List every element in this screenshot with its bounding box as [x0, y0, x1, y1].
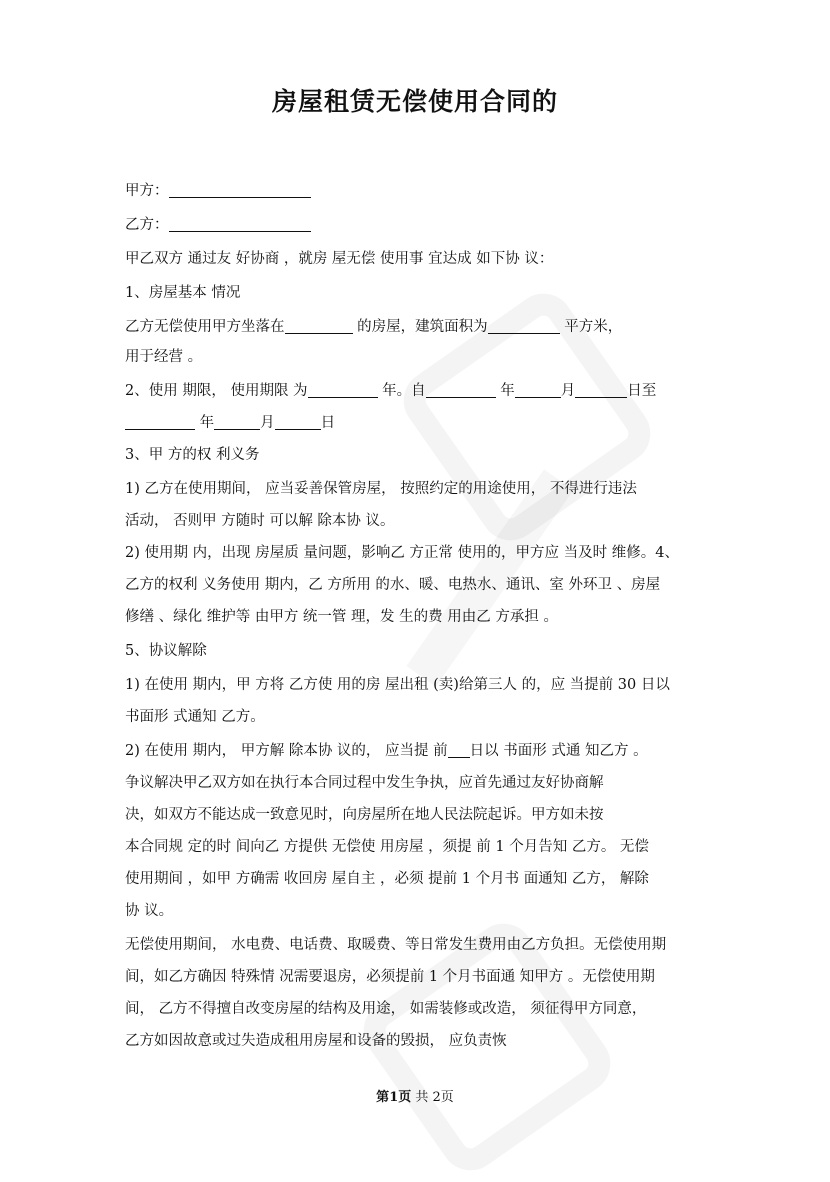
party-b-label: 乙方： — [125, 217, 169, 233]
section5-text-a: 2) 在使用 期内， 甲方解 除本协 议的， 应当提 前 — [125, 743, 448, 759]
section5-title: 5、协议解除 — [125, 643, 207, 659]
free-use-line4: 乙方如因故意或过失造成租用房屋和设备的毁损， 应负责恢 — [125, 1033, 507, 1049]
section2-text-a: 2、使用 期限， 使用期限 为 — [125, 383, 308, 399]
party-a-label: 甲方： — [125, 183, 169, 199]
section1-text-c: 平方米， — [564, 319, 623, 335]
section3-line3: 2) 使用期 内，出现 房屋质 量问题，影响乙 方正常 使用的，甲方应 当及时 维修。4、 — [125, 545, 679, 561]
party-b-blank[interactable] — [169, 215, 311, 232]
term-years-blank[interactable] — [308, 381, 378, 398]
section2-text-f: 年 — [199, 415, 215, 431]
section5-line3 — [125, 740, 648, 762]
start-day-blank[interactable] — [575, 381, 627, 398]
section5-line1: 1) 在使用 期内，甲 方将 乙方使 用的房 屋出租 (卖)给第三人 的，应 当提前 30 日以 — [125, 677, 670, 693]
dispute-line5: 协 议。 — [125, 903, 174, 919]
notice-days-blank[interactable] — [448, 741, 470, 758]
document-title: 房屋租赁无偿使用合同的 — [271, 87, 558, 116]
section2-line1 — [125, 380, 656, 402]
location-blank[interactable] — [285, 317, 353, 334]
end-day-blank[interactable] — [275, 413, 321, 430]
section2-text-g: 月 — [260, 415, 275, 431]
dispute-line1: 争议解决甲乙双方如在执行本合同过程中发生争执，应首先通过友好协商解 — [125, 775, 604, 791]
section2-line2 — [125, 412, 335, 434]
section2-text-d: 月 — [560, 383, 576, 399]
party-a-line — [125, 180, 311, 202]
party-a-blank[interactable] — [169, 181, 311, 198]
footer-text-c: 共 — [411, 1090, 433, 1105]
free-use-line1: 无偿使用期间， 水电费、电话费、取暖费、等日常发生费用由乙方负担。无偿使用期 — [125, 937, 667, 953]
section1-text-a: 乙方无偿使用甲方坐落在 — [125, 319, 285, 335]
start-year-blank[interactable] — [426, 381, 496, 398]
section3-line2: 活动， 否则甲 方随时 可以解 除本协 议。 — [125, 513, 395, 529]
section3-line4: 乙方的权利 义务使用 期内，乙 方所用 的水、暖、电热水、通讯、室 外环卫 、房屋 — [125, 577, 661, 593]
section1-line2: 用于经营 。 — [125, 349, 203, 365]
section2-text-b: 年。自 — [382, 383, 426, 399]
footer-text-b: 页 — [398, 1090, 412, 1105]
dispute-line2: 决，如双方不能达成一致意见时，向房屋所在地人民法院起诉。甲方如未按 — [125, 807, 604, 823]
section2-text-c: 年 — [500, 383, 515, 399]
section1-title: 1、房屋基本 情况 — [125, 285, 241, 301]
footer-text-a: 第 — [376, 1090, 390, 1105]
free-use-line2: 间，如乙方确因 特殊情 况需要退房，必须提前 1 个月书面通 知甲方 。无偿使用期 — [125, 969, 655, 985]
end-month-blank[interactable] — [214, 413, 260, 430]
area-blank[interactable] — [488, 317, 560, 334]
total-pages-number: 2 — [432, 1090, 441, 1105]
footer-text-d: 页 — [440, 1090, 454, 1105]
section2-text-h: 日 — [320, 415, 336, 431]
section3-line1: 1) 乙方在使用期间， 应当妥善保管房屋， 按照约定的用途使用， 不得进行违法 — [125, 481, 637, 497]
start-month-blank[interactable] — [515, 381, 561, 398]
section2-text-e: 日至 — [627, 383, 657, 399]
dispute-line3: 本合同规 定的时 间向乙 方提供 无偿使 用房屋 ，须提 前 1 个月告知 乙方。 无偿 — [125, 839, 649, 855]
section5-text-b: 日以 书面形 式通 知乙方 。 — [469, 743, 648, 759]
party-b-line — [125, 214, 311, 236]
free-use-line3: 间， 乙方不得擅自改变房屋的结构及用途， 如需装修或改造， 须征得甲方同意， — [125, 1001, 647, 1017]
section3-title: 3、甲 方的权 利义务 — [125, 447, 260, 463]
dispute-line4: 使用期间 ，如甲 方确需 收回房 屋自主 ，必须 提前 1 个月书 面通知 乙方， 解除 — [125, 871, 649, 887]
section5-line2: 书面形 式通知 乙方。 — [125, 709, 265, 725]
section1-text-b: 的房屋，建筑面积为 — [357, 319, 488, 335]
end-year-blank[interactable] — [125, 413, 195, 430]
section3-line5: 修缮 、绿化 维护等 由甲方 统一管 理，发 生的费 用由乙 方承担 。 — [125, 609, 558, 625]
current-page-number: 1 — [389, 1090, 399, 1105]
intro-text: 甲乙双方 通过友 好协商 ，就房 屋无偿 使用事 宜达成 如下协 议： — [125, 251, 554, 267]
page-footer — [0, 1086, 830, 1105]
section1-line1 — [125, 316, 622, 338]
